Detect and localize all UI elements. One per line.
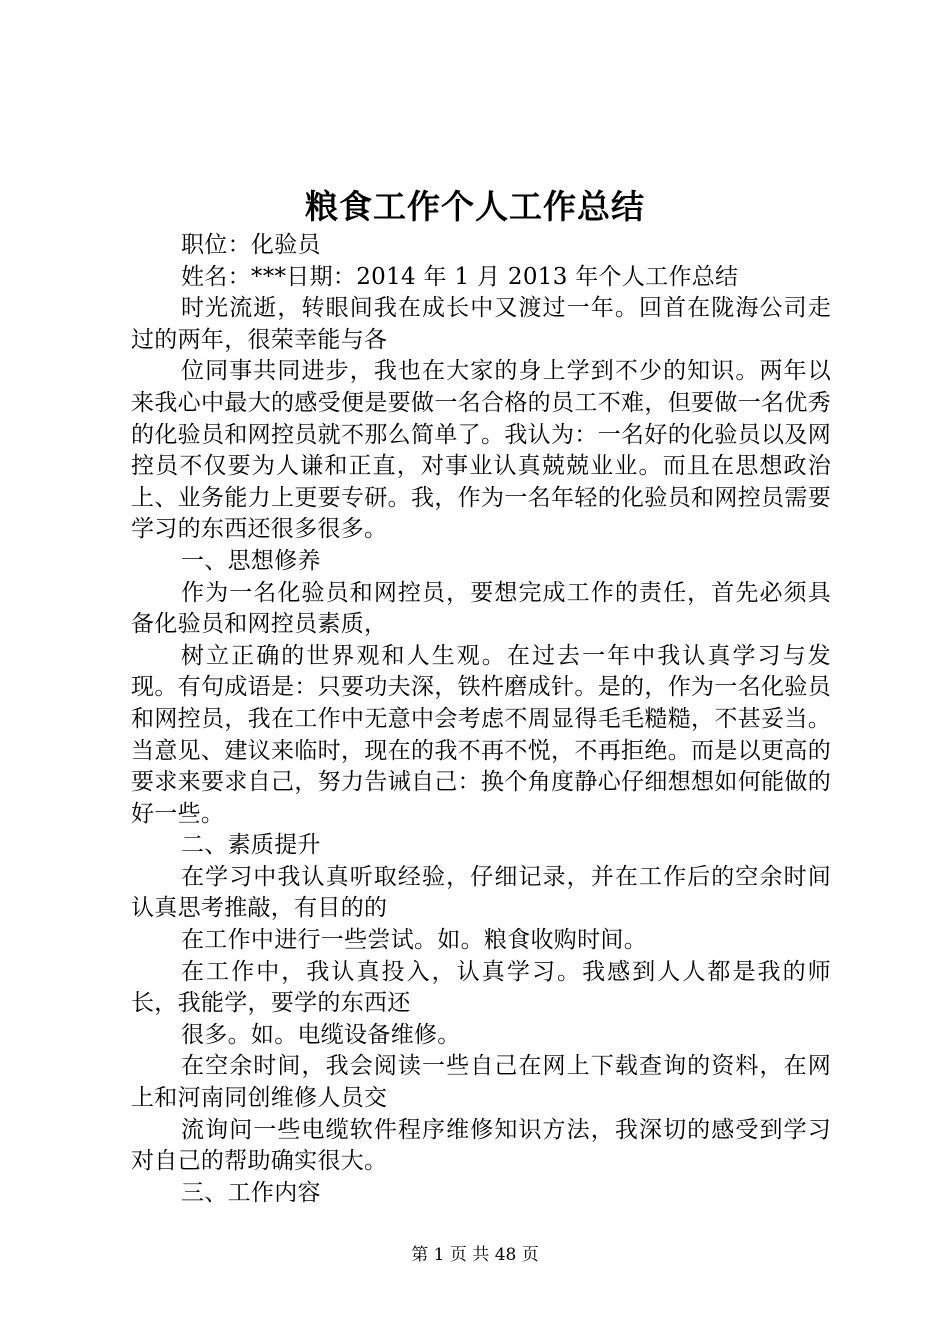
- paragraph: 在工作中，我认真投入，认真学习。我感到人人都是我的师长，我能学，要学的东西还: [131, 958, 831, 1017]
- paragraph-name-date: 姓名：***日期：2014 年 1 月 2013 年个人工作总结: [181, 263, 739, 290]
- paragraph: 位同事共同进步，我也在大家的身上学到不少的知识。两年以来我心中最大的感受便是要做一名合格的员工不难，但要做一名优秀的化验员和网控员就不那么简单了。我认为：一名好的化验员以及网控员不仅要为人谦和正直，对事业认真兢兢业业。而且在思想政治上、业务能力上更要专研。我，作为一名年轻的化验员和网控员需要学习的东西还很多很多。: [131, 358, 831, 543]
- document-title: 粮食工作个人工作总结: [305, 187, 645, 226]
- paragraph: 很多。如。电缆设备维修。: [181, 1021, 461, 1048]
- paragraph: 流询问一些电缆软件程序维修知识方法，我深切的感受到学习对自己的帮助确实很大。: [131, 1116, 831, 1175]
- paragraph-position: 职位：化验员: [181, 232, 321, 258]
- paragraph: 在学习中我认真听取经验，仔细记录，并在工作后的空余时间认真思考推敲，有目的的: [131, 863, 831, 922]
- page-footer: 第 1 页 共 48 页: [411, 1245, 539, 1265]
- document-body: [131, 230, 831, 1209]
- paragraph: 在空余时间，我会阅读一些自己在网上下载查询的资料，在网上和河南同创维修人员交: [131, 1053, 831, 1112]
- section-heading-1: 一、思想修养: [181, 547, 321, 574]
- section-heading-3: 三、工作内容: [181, 1179, 321, 1206]
- paragraph: 作为一名化验员和网控员，要想完成工作的责任，首先必须具备化验员和网控员素质，: [131, 579, 831, 638]
- paragraph: 时光流逝，转眼间我在成长中又渡过一年。回首在陇海公司走过的两年，很荣幸能与各: [131, 295, 831, 353]
- section-heading-2: 二、素质提升: [181, 832, 321, 859]
- paragraph: 在工作中进行一些尝试。如。粮食收购时间。: [181, 927, 647, 954]
- paragraph: 树立正确的世界观和人生观。在过去一年中我认真学习与发现。有句成语是：只要功夫深，铁杵磨成针。是的，作为一名化验员和网控员，我在工作中无意中会考虑不周显得毛毛糙糙，不甚妥当。当意见、建议来临时，现在的我不再不悦，不再拒绝。而是以更高的要求来要求自己，努力告诫自己：换个角度静心仔细想想如何能做的好一些。: [131, 642, 831, 827]
